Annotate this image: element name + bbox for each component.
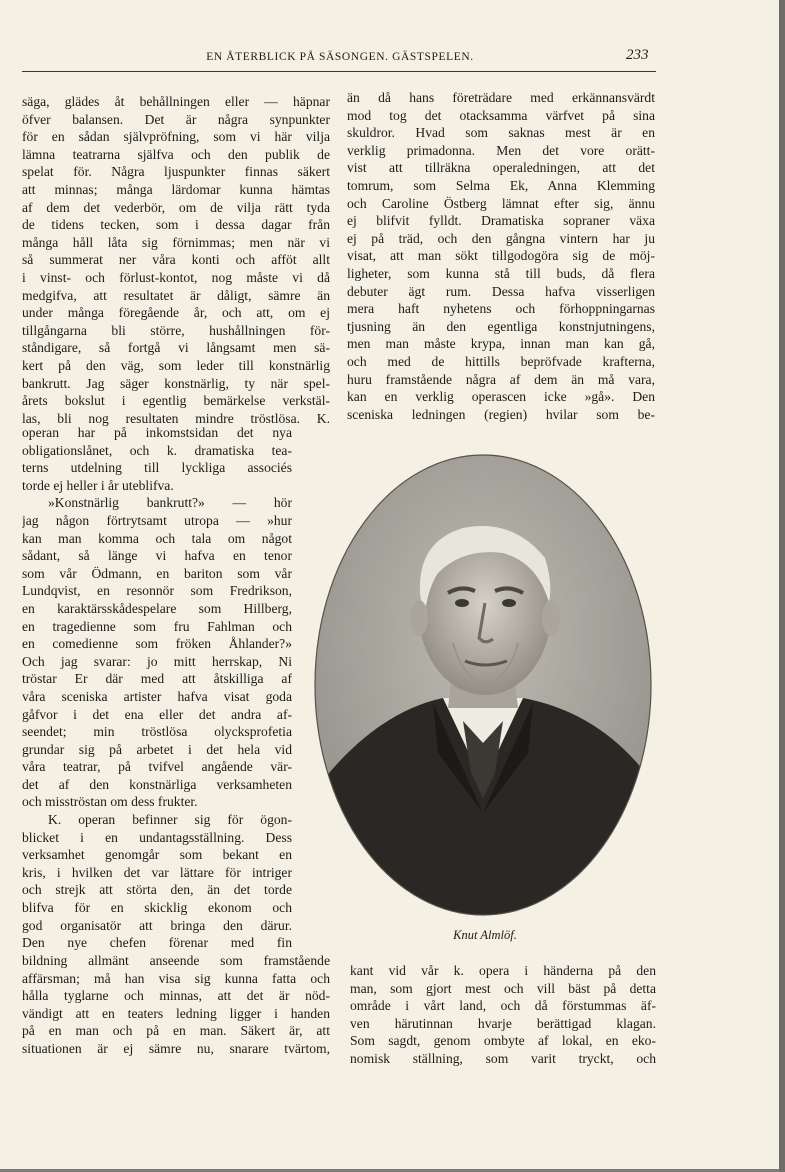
page-edge [779,0,785,1172]
text-line: verksamhet genomgår som bekant en [22,847,292,863]
text-line: gåfvor i det ena eller det andra af- [22,706,292,722]
portrait-photo [313,453,653,917]
header-rule [22,71,656,72]
text-line: säga, glädes åt behållningen eller — häpnar [22,94,330,109]
text-line: hålla tyglarne och minnas, att det är nöd- [22,988,330,1004]
text-line: jag någon förtrytsamt utropa — »hur [22,512,292,528]
text-line: blicket i en undantagsställning. Dess [22,829,292,845]
text-line: tillgångarna bli större, hushållningen för- [22,322,330,338]
text-line: man, som gjort mest och vill bäst på detta [350,980,656,996]
text-line: bildning allmänt anseende som framstående [22,953,330,968]
text-line: vist att tillräkna operaledningen, att det [347,160,655,176]
text-line: K. operan befinner sig för ögon- [48,812,292,828]
text-line: mod tog det otacksamma värfvet på sina [347,107,655,123]
portrait-caption: Knut Almlöf. [453,928,517,942]
right-column-top [347,89,655,423]
text-line: årets bokslut i egentlig bemärkelse verkstäl- [22,393,330,409]
text-line: och strejk att störta den, än det torde [22,882,292,898]
text-line: vändigt att en teaters ledning ligger i handen [22,1005,330,1021]
text-line: verklig primadonna. Men det vore orätt- [347,142,655,158]
text-line: sådant, så länge vi hafva en tenor [22,548,292,564]
text-line: en tragedienne som fru Fahlman och [22,618,292,634]
text-line: Som sagdt, genom ombyte af lokal, en eko- [350,1033,656,1049]
text-line: medgifva, att resultatet är dåligt, sämre än [22,287,330,303]
text-line: debuter ägt rum. Dessa hafva visserligen [347,283,655,299]
text-line: sceniska ledningen (regien) hvilar som be- [347,406,655,422]
right-column-bottom [350,962,656,1068]
text-line: lämna teatrarna själfva och den publik de [22,146,330,162]
text-line: en karaktärsskådespelare som Hillberg, [22,600,292,616]
text-line: många håll låta sig förnimmas; men när vi [22,234,330,250]
text-line: våra teatrar, på tvifvel angående vär- [22,759,292,775]
text-line: tröstar Er där med att åtskilliga af [22,671,292,687]
text-line: kris, i hvilken det var lättare för intriger [22,864,292,880]
text-line: och med de hittills bepröfvade krafterna, [347,353,655,369]
text-line: det af den konstnärliga verksamheten [22,776,292,792]
text-line: situationen är ej sämre nu, snarare tvärtom, [22,1040,330,1056]
text-line: huru framstående några af dem än må vara, [347,371,655,387]
left-column-bottom [22,952,330,1058]
text-line: kan man komma och tala om något [22,530,292,546]
text-line: kant vid vår k. opera i händerna på den [350,963,656,978]
text-line: mera haft nyhetens och förhoppningarnas [347,301,655,317]
text-line: af dem det vederbör, om de vilja rätt tyda [22,199,330,215]
text-line: grundar sig på arbetet i det hela vid [22,741,292,757]
text-line: öfver balansen. Det är några synpunkter [22,111,330,127]
text-line: obligationslånet, och k. dramatiska tea- [22,442,292,458]
text-line: Och jag svarar: jo mitt herrskap, Ni [22,653,292,669]
left-column-narrow [22,424,292,952]
text-line: tjusning än den egentliga konstnjutningens, [347,318,655,334]
text-line: så summerat ner våra konti och afföt allt [22,252,330,268]
text-line: operan har på inkomstsidan det nya [22,425,292,440]
text-line: och Caroline Östberg lämnat efter sig, ännu [347,195,655,211]
text-line: men man måste krypa, innan man kan gå, [347,336,655,352]
text-line: än då hans företrädare med erkännansvärdt [347,90,655,105]
text-line: våra sceniska artister hafva visat goda [22,688,292,704]
text-line: område i vårt land, och då förstummas äf- [350,998,656,1014]
text-line: i vinst- och förlust-kontot, nog måste vi då [22,269,330,285]
text-line: att minnas; många lärdomar kunna hämtas [22,181,330,197]
text-line: de tidens tecken, som i dessa dagar från [22,217,330,233]
text-line: Lundqvist, en resonnör som Fredrikson, [22,583,292,599]
text-line: ej blifvit fylldt. Dramatiska sopraner växa [347,213,655,229]
text-line: kan en verklig operascen icke »gå». Den [347,389,655,405]
text-line: som vår Ödmann, en bariton som vår [22,565,292,581]
text-line: visat, att man sökt tillgodogöra sig de möj- [347,248,655,264]
text-line: las, bli nog resultaten mindre tröstlösa. K. [22,410,330,426]
text-line: ligheter, som kunna stå till buds, då flera [347,265,655,281]
text-line: under många föregående år, och att, om ej [22,305,330,321]
text-line: ej på träd, och den gångna vintern har ju [347,230,655,246]
text-line: kert på den väg, som leder till konstnärlig [22,357,330,373]
text-line: blifva för en skicklig ekonom och [22,900,292,916]
text-line: för en sådan självpröfning, som vi här vilja [22,129,330,145]
text-line: en comedienne som fröken Åhlander?» [22,636,292,652]
text-line: på en man och på en man. Säkert är, att [22,1023,330,1039]
text-line: bankrutt. Jag säger konstnärlig, ty när spel- [22,375,330,391]
page-number: 233 [626,47,649,63]
text-line: och misströstan om dess frukter. [22,794,198,810]
text-line: spelat för. Några ljuspunkter finnas säkert [22,164,330,180]
text-line: affärsman; må han visa sig kunna fatta och [22,970,330,986]
text-line: torde ej heller i år uteblifva. [22,477,174,493]
text-line: god organisatör att bringa den därur. [22,917,292,933]
text-line: seendet; min tröstlösa olycksprofetia [22,724,292,740]
text-line: skuldror. Hvad som saknas mest är en [347,125,655,141]
text-line: »Konstnärlig bankrutt?» — hör [48,495,292,511]
text-line: terns utdelning till lyckliga associés [22,460,292,476]
text-line: ven härutinnan hvarje berättigad klagan. [350,1015,656,1031]
text-line: Den nye chefen förenar med fin [22,935,292,951]
running-header: EN ÅTERBLICK PÅ SÄSONGEN. GÄSTSPELEN. [206,51,474,63]
text-line: ståndigare, så fortgå vi långsamt men sä- [22,340,330,356]
text-line: nomisk ställning, som varit tryckt, och [350,1050,656,1066]
left-column-top [22,93,330,427]
text-line: tomrum, som Selma Ek, Anna Klemming [347,177,655,193]
